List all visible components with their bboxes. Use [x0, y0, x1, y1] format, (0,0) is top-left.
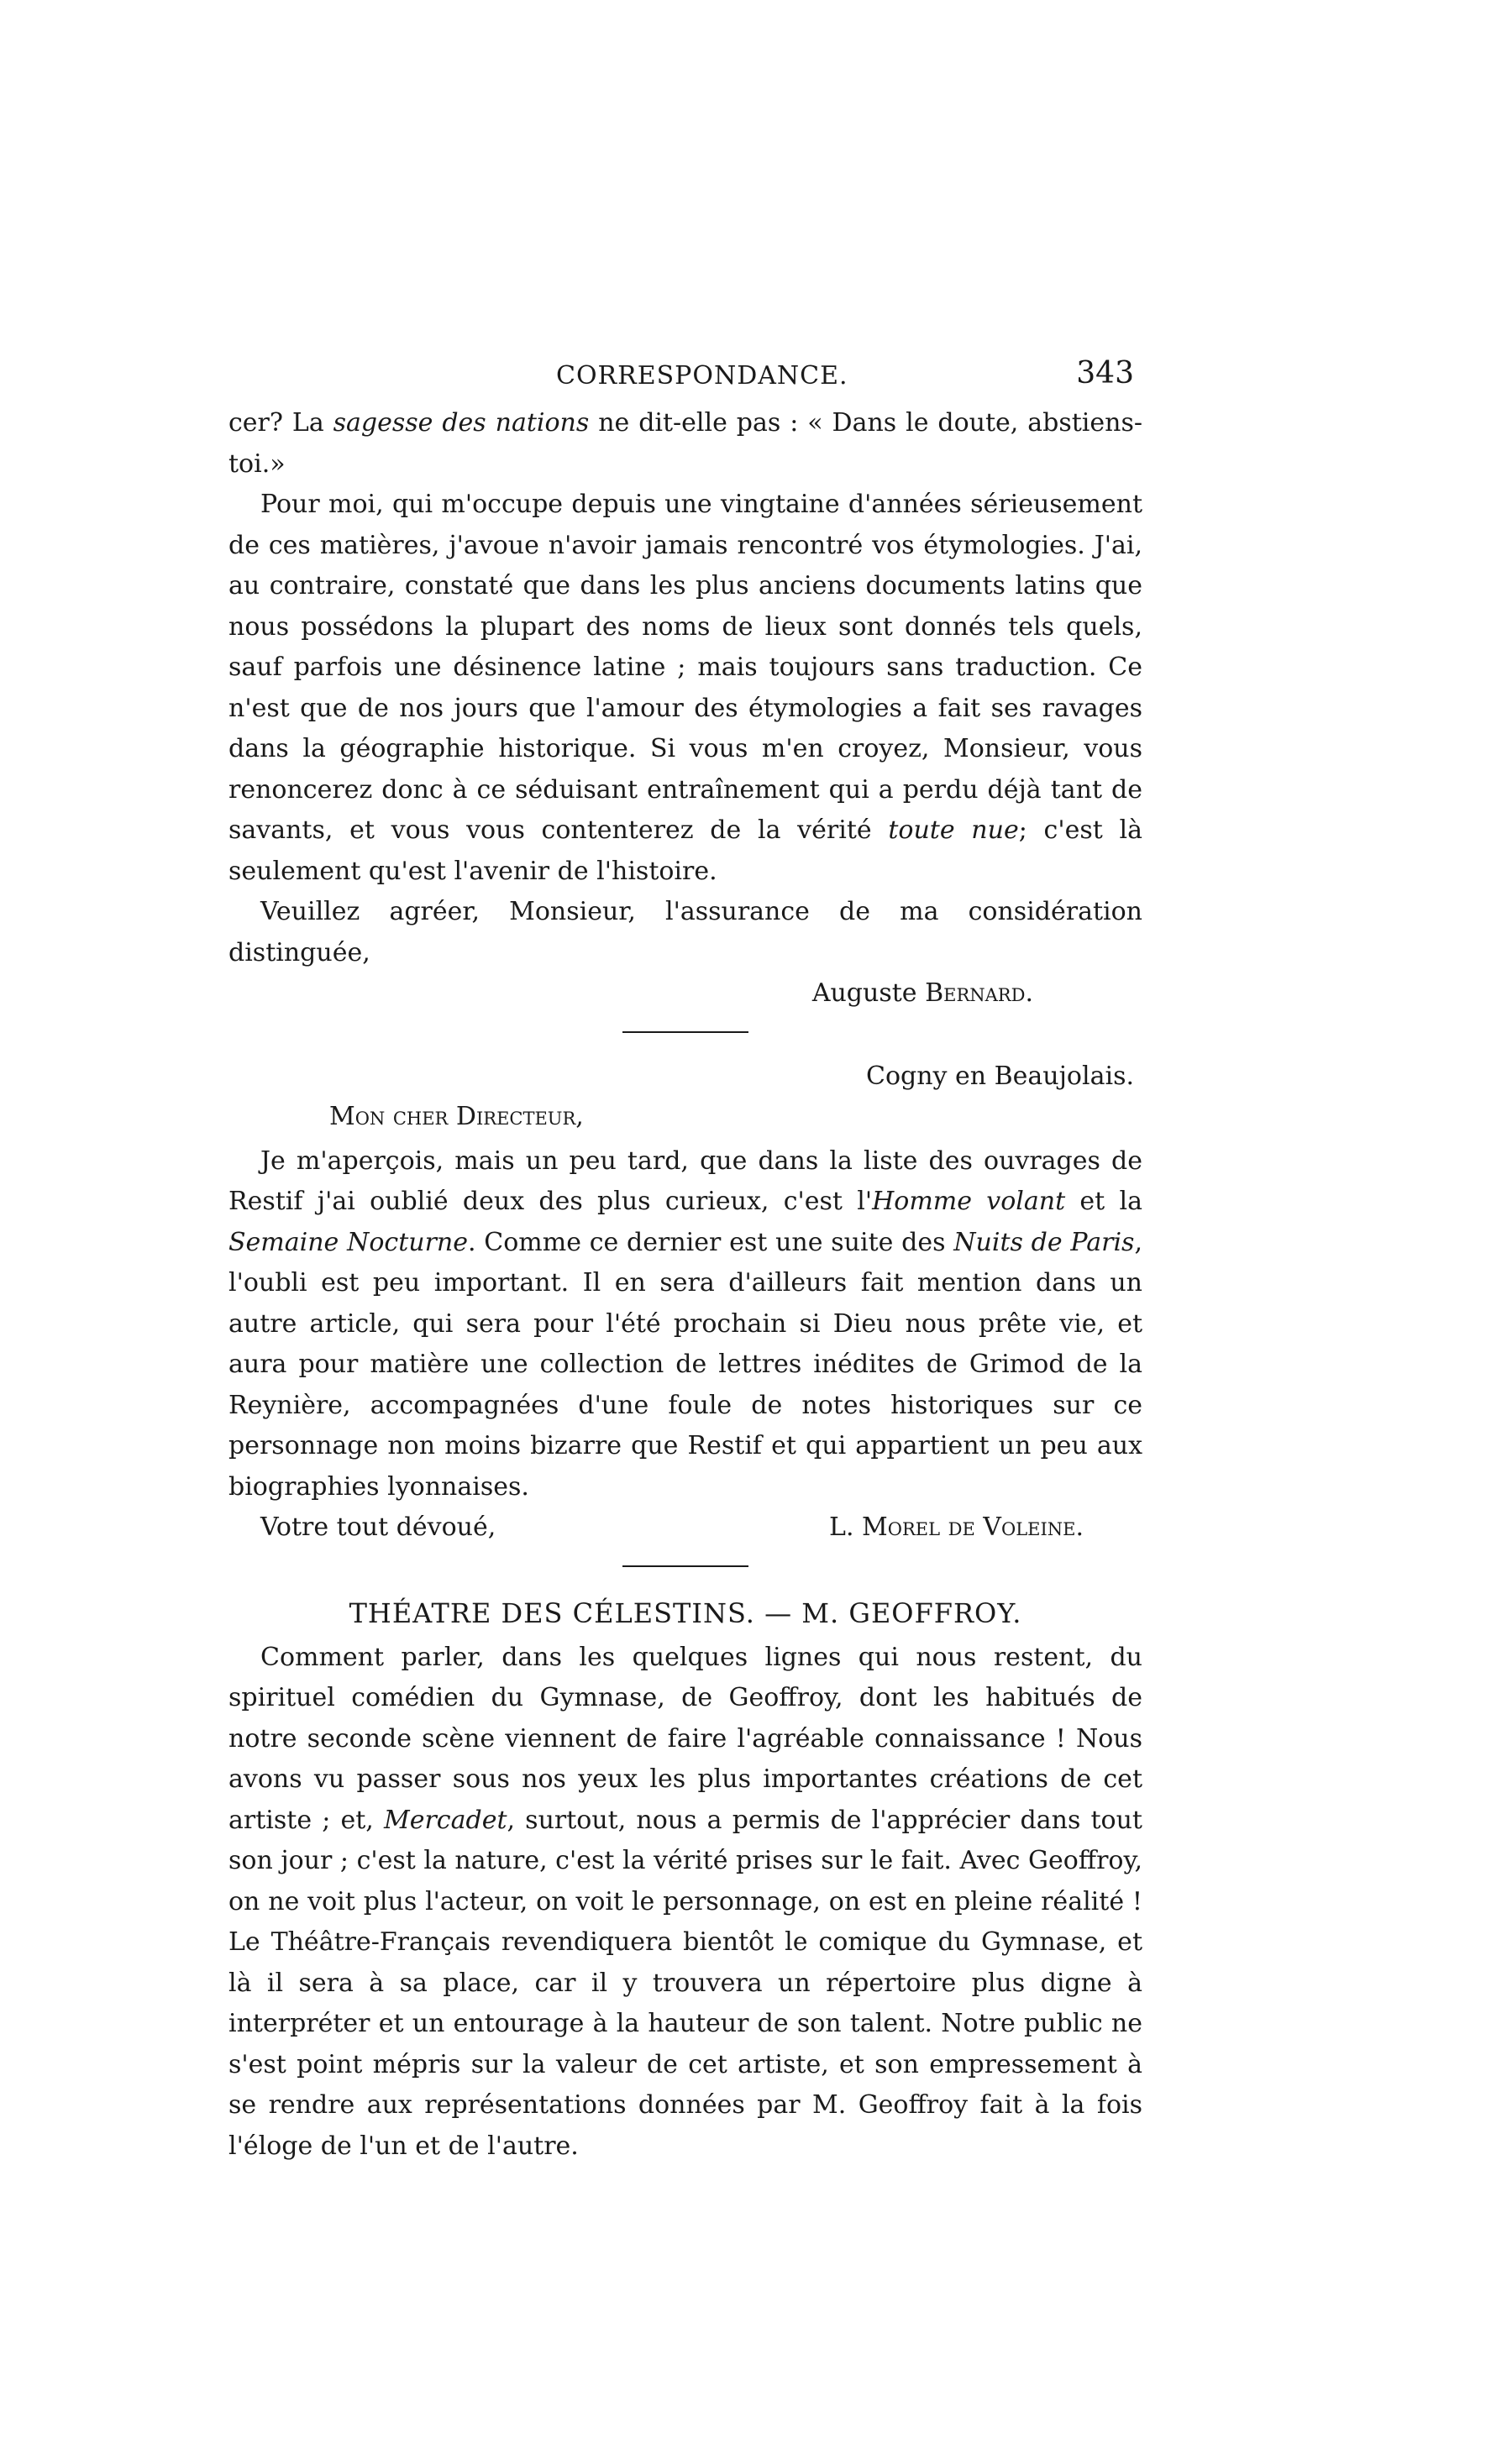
- letter2-place: Cogny en Beaujolais.: [865, 1061, 1134, 1091]
- separator-rule: [622, 1031, 748, 1033]
- page-number: 343: [1076, 356, 1134, 391]
- letter1-signature: Auguste Bernard.: [811, 978, 1033, 1008]
- book-page: [228, 353, 1142, 2167]
- letter2-salutation: Mon cher Directeur,: [329, 1102, 584, 1131]
- letter2-closing: Votre tout dévoué,: [260, 1512, 496, 1542]
- running-head: [228, 353, 1142, 403]
- letter2-sign-row: [228, 1507, 1142, 1549]
- running-title: CORRESPONDANCE.: [556, 361, 848, 391]
- article-body: Comment parler, dans les quelques lignes qui nous restent, du spirituel comédien du Gymnase, de Geoffroy, dont les habitués de notre seconde scène viennent de faire l'agréable connaissance ! Nous avons vu passer sous nos yeux les plus importantes créations de cet artiste ; et, Mercadet, surtout, nous a permis de l'apprécier dans tout son jour ; c'est la nature, c'est la vérité prises sur le fait. Avec Geoffroy, on ne voit plus l'acteur, on voit le personnage, on est en pleine réalité ! Le Théâtre-Français revendiquera bientôt le comique du Gymnase, et là il sera à sa place, car il y trouvera un répertoire plus digne à interpréter et un entourage à la hauteur de son talent. Notre public ne s'est point mépris sur la valeur de cet artiste, et son empressement à se rendre aux représentations données par M. Geoffroy fait à la fois l'éloge de l'un et de l'autre.: [228, 1642, 1142, 2161]
- separator-rule: [622, 1565, 748, 1567]
- letter1-paragraph: Pour moi, qui m'occupe depuis une vingtaine d'années sérieusement de ces matières, j'avoue n'avoir jamais rencontré vos étymologies. J'ai, au contraire, constaté que dans les plus anciens documents latins que nous possédons la plupart des noms de lieux sont donnés tels quels, sauf parfois une désinence latine ; mais toujours sans traduction. Ce n'est que de nos jours que l'amour des étymologies a fait ses ravages dans la géographie historique. Si vous m'en croyez, Monsieur, vous renoncerez donc à ce séduisant entraînement qui a perdu déjà tant de savants, et vous vous contenterez de la vérité toute nue; c'est là seulement qu'est l'avenir de l'histoire.: [228, 490, 1142, 886]
- letter1-closing: Veuillez agréer, Monsieur, l'assurance de ma considération distinguée,: [228, 897, 1142, 967]
- letter1-continuation: cer? La sagesse des nations ne dit-elle pas : « Dans le doute, abstiens-toi.»: [228, 408, 1142, 479]
- letter2-signature: L. Morel de Voleine.: [829, 1512, 1084, 1542]
- article-heading: THÉATRE DES CÉLESTINS. — M. GEOFFROY.: [349, 1596, 1022, 1629]
- letter2-body: Je m'aperçois, mais un peu tard, que dans la liste des ouvrages de Restif j'ai oublié deux des plus curieux, c'est l'Homme volant et la Semaine Nocturne. Comme ce dernier est une suite des Nuits de Paris, l'oubli est peu important. Il en sera d'ailleurs fait mention dans un autre article, qui sera pour l'été prochain si Dieu nous prête vie, et aura pour matière une collection de lettres inédites de Grimod de la Reynière, accompagnées d'une foule de notes historiques sur ce personnage non moins bizarre que Restif et qui appartient un peu aux biographies lyonnaises.: [228, 1145, 1142, 1502]
